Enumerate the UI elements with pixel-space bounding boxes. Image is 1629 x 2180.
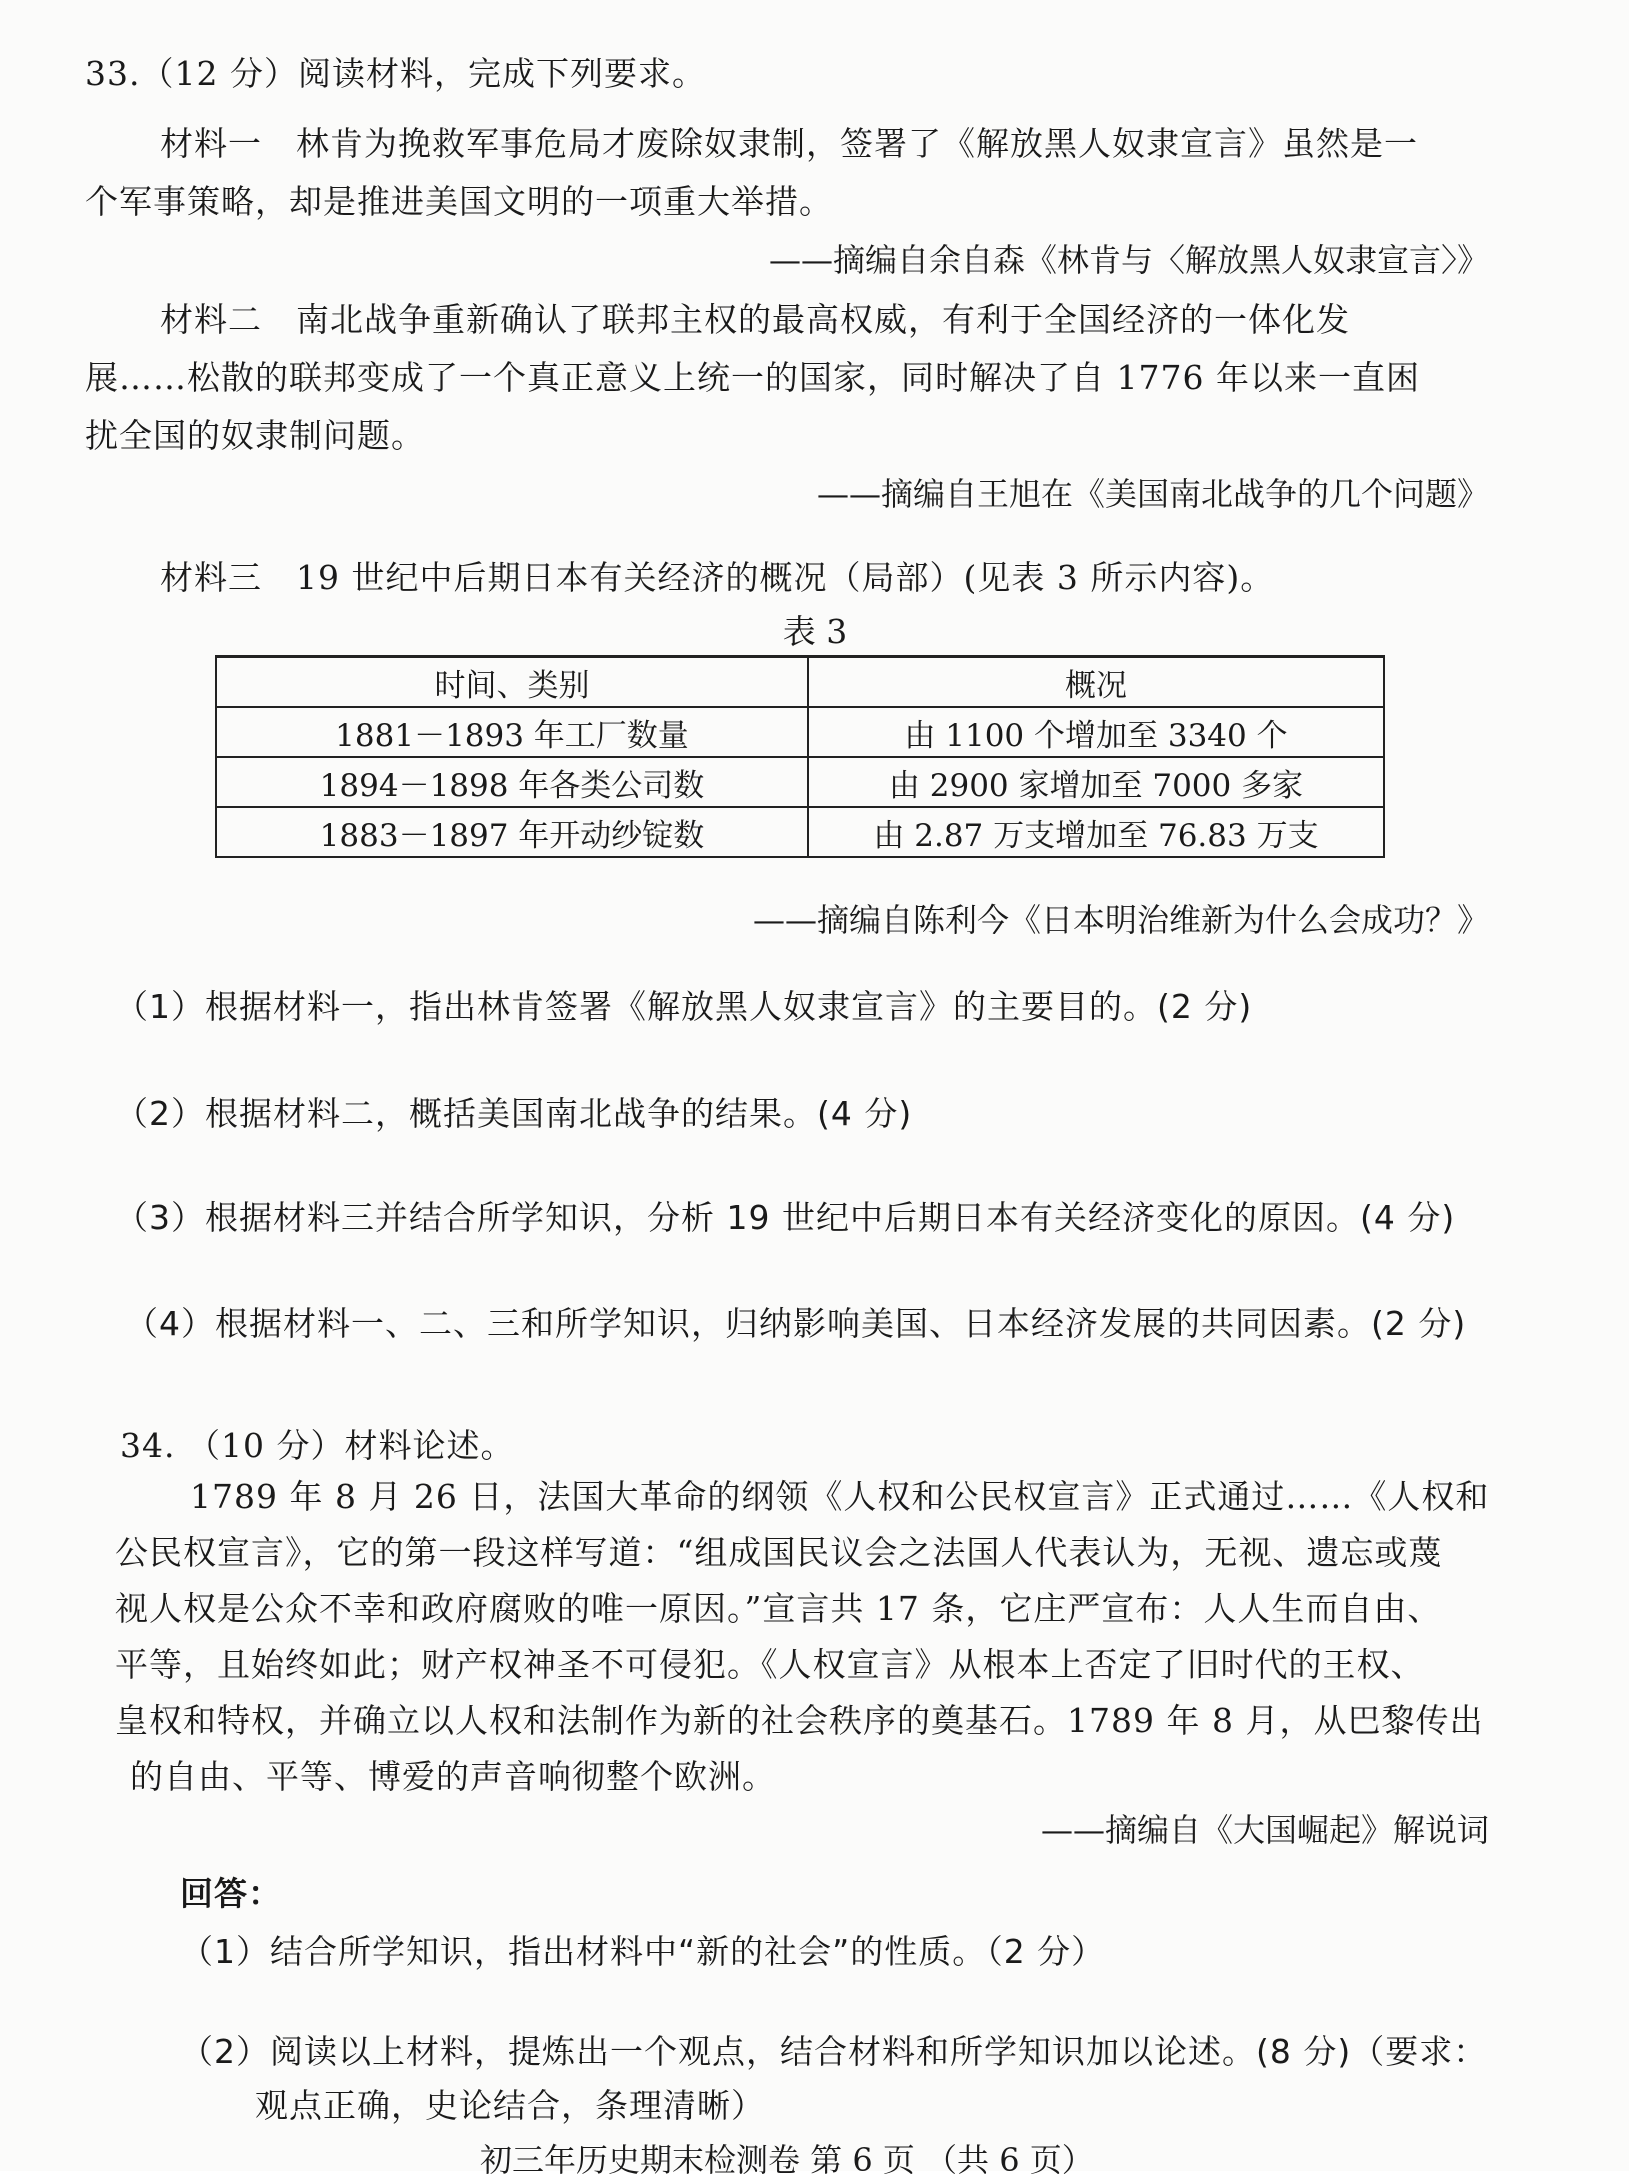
q34-passage-line-5: 皇权和特权，并确立以人权和法制作为新的社会秩序的奠基石。1789 年 8 月，从巴黎传出 (115, 1701, 1484, 1740)
material1-line1: 材料一 林肯为挽救军事危局才废除奴隶制，签署了《解放黑人奴隶宣言》虽然是一 (160, 124, 1418, 163)
table-cell: 1881－1893 年工厂数量 (216, 707, 808, 757)
table-cell: 1883－1897 年开动纱锭数 (216, 807, 808, 857)
q33-question-4: （4）根据材料一、二、三和所学知识，归纳影响美国、日本经济发展的共同因素。(2 分) (125, 1304, 1467, 1343)
q34-question-2-continued: 观点正确，史论结合，条理清晰） (255, 2086, 765, 2125)
table-header-cell: 时间、类别 (216, 657, 808, 708)
page-footer: 初三年历史期末检测卷 第 6 页 （共 6 页） (480, 2141, 1094, 2179)
q34-header: 34. （10 分）材料论述。 (120, 1426, 515, 1465)
material2-source: ——摘编自王旭在《美国南北战争的几个问题》 (816, 475, 1489, 513)
material3-source: ——摘编自陈利今《日本明治维新为什么会成功？》 (752, 901, 1489, 939)
q33-question-1: （1）根据材料一，指出林肯签署《解放黑人奴隶宣言》的主要目的。(2 分) (115, 987, 1253, 1026)
material1-source: ——摘编自余自森《林肯与〈解放黑人奴隶宣言〉》 (768, 241, 1489, 279)
table-row (216, 707, 1384, 757)
table-cell: 由 2900 家增加至 7000 多家 (808, 757, 1384, 807)
q34-source: ——摘编自《大国崛起》解说词 (1040, 1811, 1489, 1849)
q34-question-1: （1）结合所学知识，指出材料中“新的社会”的性质。（2 分） (180, 1932, 1106, 1971)
material2-line1: 材料二 南北战争重新确认了联邦主权的最高权威，有利于全国经济的一体化发 (160, 300, 1350, 339)
economy-table-container (215, 655, 1385, 858)
material3-line1: 材料三 19 世纪中后期日本有关经济的概况（局部）(见表 3 所示内容)。 (160, 558, 1275, 597)
table-cell: 1894－1898 年各类公司数 (216, 757, 808, 807)
material1-line2: 个军事策略，却是推进美国文明的一项重大举措。 (85, 182, 833, 221)
q34-passage-line-2: 公民权宣言》，它的第一段这样写道：“组成国民议会之法国人代表认为，无视、遗忘或蔑 (115, 1533, 1443, 1572)
table-row (216, 757, 1384, 807)
table-header-cell: 概况 (808, 657, 1384, 708)
table-header-row (216, 657, 1384, 708)
q34-passage-line-1: 1789 年 8 月 26 日，法国大革命的纲领《人权和公民权宣言》正式通过……《人权和 (190, 1477, 1490, 1516)
answer-label: 回答： (180, 1874, 282, 1913)
q34-passage-line-4: 平等，且始终如此；财产权神圣不可侵犯。《人权宣言》从根本上否定了旧时代的王权、 (115, 1645, 1425, 1684)
table-cell: 由 2.87 万支增加至 76.83 万支 (808, 807, 1384, 857)
economy-table (215, 655, 1385, 858)
q34-passage-line-6: 的自由、平等、博爱的声音响彻整个欧洲。 (130, 1757, 776, 1796)
table-row (216, 807, 1384, 857)
table-caption: 表 3 (782, 612, 848, 651)
q33-header: 33.（12 分）阅读材料，完成下列要求。 (85, 54, 706, 93)
q33-question-3: （3）根据材料三并结合所学知识，分析 19 世纪中后期日本有关经济变化的原因。(4 分) (115, 1198, 1456, 1237)
material2-line2: 展……松散的联邦变成了一个真正意义上统一的国家，同时解决了自 1776 年以来一直困 (85, 358, 1420, 397)
material2-line3: 扰全国的奴隶制问题。 (85, 416, 425, 455)
q33-question-2: （2）根据材料二，概括美国南北战争的结果。(4 分) (115, 1094, 913, 1133)
table-cell: 由 1100 个增加至 3340 个 (808, 707, 1384, 757)
q34-question-2: （2）阅读以上材料，提炼出一个观点，结合材料和所学知识加以论述。(8 分)（要求： (180, 2032, 1488, 2071)
q34-passage-line-3: 视人权是公众不幸和政府腐败的唯一原因。”宣言共 17 条，它庄严宣布：人人生而自由、 (115, 1589, 1442, 1628)
